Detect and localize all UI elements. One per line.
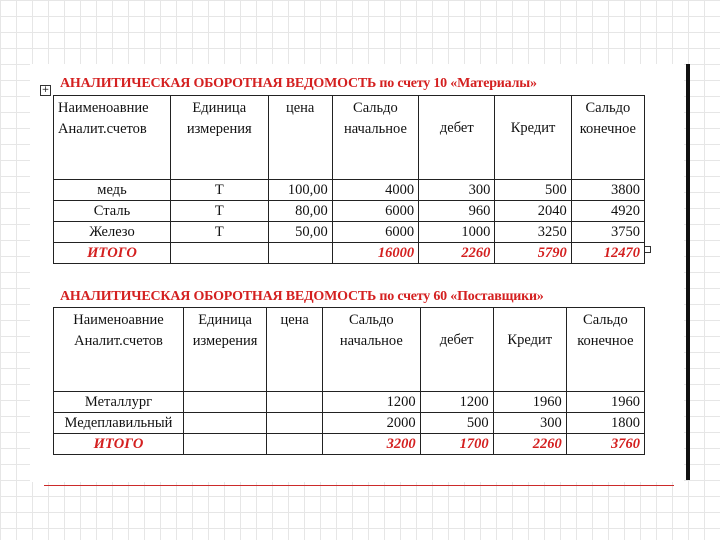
header-credit: Кредит bbox=[493, 308, 566, 392]
total-opening: 16000 bbox=[332, 243, 418, 264]
cell-closing: 1800 bbox=[566, 413, 644, 434]
table-header-row bbox=[54, 308, 645, 392]
turnover-table-account-60 bbox=[53, 307, 645, 455]
cell-empty bbox=[170, 243, 268, 264]
table-resize-handle-icon[interactable] bbox=[644, 246, 651, 253]
cell-credit: 3250 bbox=[495, 222, 571, 243]
total-debit: 1700 bbox=[420, 434, 493, 455]
cell-name: Железо bbox=[54, 222, 171, 243]
cell-empty bbox=[268, 243, 332, 264]
cell-unit: Т bbox=[170, 180, 268, 201]
cell-unit bbox=[183, 413, 266, 434]
header-name: Наименоавние Аналит.счетов bbox=[54, 96, 171, 180]
table-row bbox=[54, 222, 645, 243]
cell-debit: 1000 bbox=[419, 222, 495, 243]
cell-closing: 3750 bbox=[571, 222, 644, 243]
cell-name: Сталь bbox=[54, 201, 171, 222]
cell-empty bbox=[183, 434, 266, 455]
cell-price bbox=[267, 413, 323, 434]
footer-rule bbox=[44, 485, 674, 486]
header-opening-balance: Сальдо начальное bbox=[323, 308, 420, 392]
cell-unit: Т bbox=[170, 222, 268, 243]
total-row bbox=[54, 434, 645, 455]
cell-unit: Т bbox=[170, 201, 268, 222]
cell-credit: 500 bbox=[495, 180, 571, 201]
table-move-handle-icon[interactable]: + bbox=[41, 85, 50, 95]
header-debit: дебет bbox=[419, 96, 495, 180]
cell-debit: 1200 bbox=[420, 392, 493, 413]
header-opening-balance: Сальдо начальное bbox=[332, 96, 418, 180]
header-closing-balance: Сальдо конечное bbox=[566, 308, 644, 392]
total-label: ИТОГО bbox=[54, 243, 171, 264]
table-row bbox=[54, 180, 645, 201]
header-debit: дебет bbox=[420, 308, 493, 392]
page-edge-shadow bbox=[686, 64, 690, 480]
table-row bbox=[54, 201, 645, 222]
header-price: цена bbox=[268, 96, 332, 180]
header-unit: Единица измерения bbox=[170, 96, 268, 180]
total-label: ИТОГО bbox=[54, 434, 184, 455]
cell-debit: 500 bbox=[420, 413, 493, 434]
cell-name: медь bbox=[54, 180, 171, 201]
cell-opening: 4000 bbox=[332, 180, 418, 201]
cell-unit bbox=[183, 392, 266, 413]
cell-closing: 4920 bbox=[571, 201, 644, 222]
total-credit: 2260 bbox=[493, 434, 566, 455]
table1-title: АНАЛИТИЧЕСКАЯ ОБОРОТНАЯ ВЕДОМОСТЬ по счету 10 «Материалы» bbox=[60, 76, 537, 91]
total-debit: 2260 bbox=[419, 243, 495, 264]
cell-opening: 6000 bbox=[332, 201, 418, 222]
cell-debit: 300 bbox=[419, 180, 495, 201]
cell-closing: 3800 bbox=[571, 180, 644, 201]
cell-closing: 1960 bbox=[566, 392, 644, 413]
table2-title: АНАЛИТИЧЕСКАЯ ОБОРОТНАЯ ВЕДОМОСТЬ по счету 60 «Поставщики» bbox=[60, 289, 544, 304]
cell-credit: 2040 bbox=[495, 201, 571, 222]
cell-debit: 960 bbox=[419, 201, 495, 222]
turnover-table-account-10 bbox=[53, 95, 645, 264]
cell-name: Металлург bbox=[54, 392, 184, 413]
cell-price: 50,00 bbox=[268, 222, 332, 243]
total-opening: 3200 bbox=[323, 434, 420, 455]
cell-name: Медеплавильный bbox=[54, 413, 184, 434]
cell-price: 100,00 bbox=[268, 180, 332, 201]
total-credit: 5790 bbox=[495, 243, 571, 264]
cell-credit: 1960 bbox=[493, 392, 566, 413]
cell-opening: 6000 bbox=[332, 222, 418, 243]
total-closing: 3760 bbox=[566, 434, 644, 455]
table-row bbox=[54, 413, 645, 434]
header-name: Наименоавние Аналит.счетов bbox=[54, 308, 184, 392]
header-price: цена bbox=[267, 308, 323, 392]
header-closing-balance: Сальдо конечное bbox=[571, 96, 644, 180]
header-credit: Кредит bbox=[495, 96, 571, 180]
cell-price bbox=[267, 392, 323, 413]
cell-empty bbox=[267, 434, 323, 455]
cell-opening: 2000 bbox=[323, 413, 420, 434]
cell-credit: 300 bbox=[493, 413, 566, 434]
total-row bbox=[54, 243, 645, 264]
table-row bbox=[54, 392, 645, 413]
total-closing: 12470 bbox=[571, 243, 644, 264]
header-unit: Единица измерения bbox=[183, 308, 266, 392]
cell-price: 80,00 bbox=[268, 201, 332, 222]
table-header-row bbox=[54, 96, 645, 180]
cell-opening: 1200 bbox=[323, 392, 420, 413]
